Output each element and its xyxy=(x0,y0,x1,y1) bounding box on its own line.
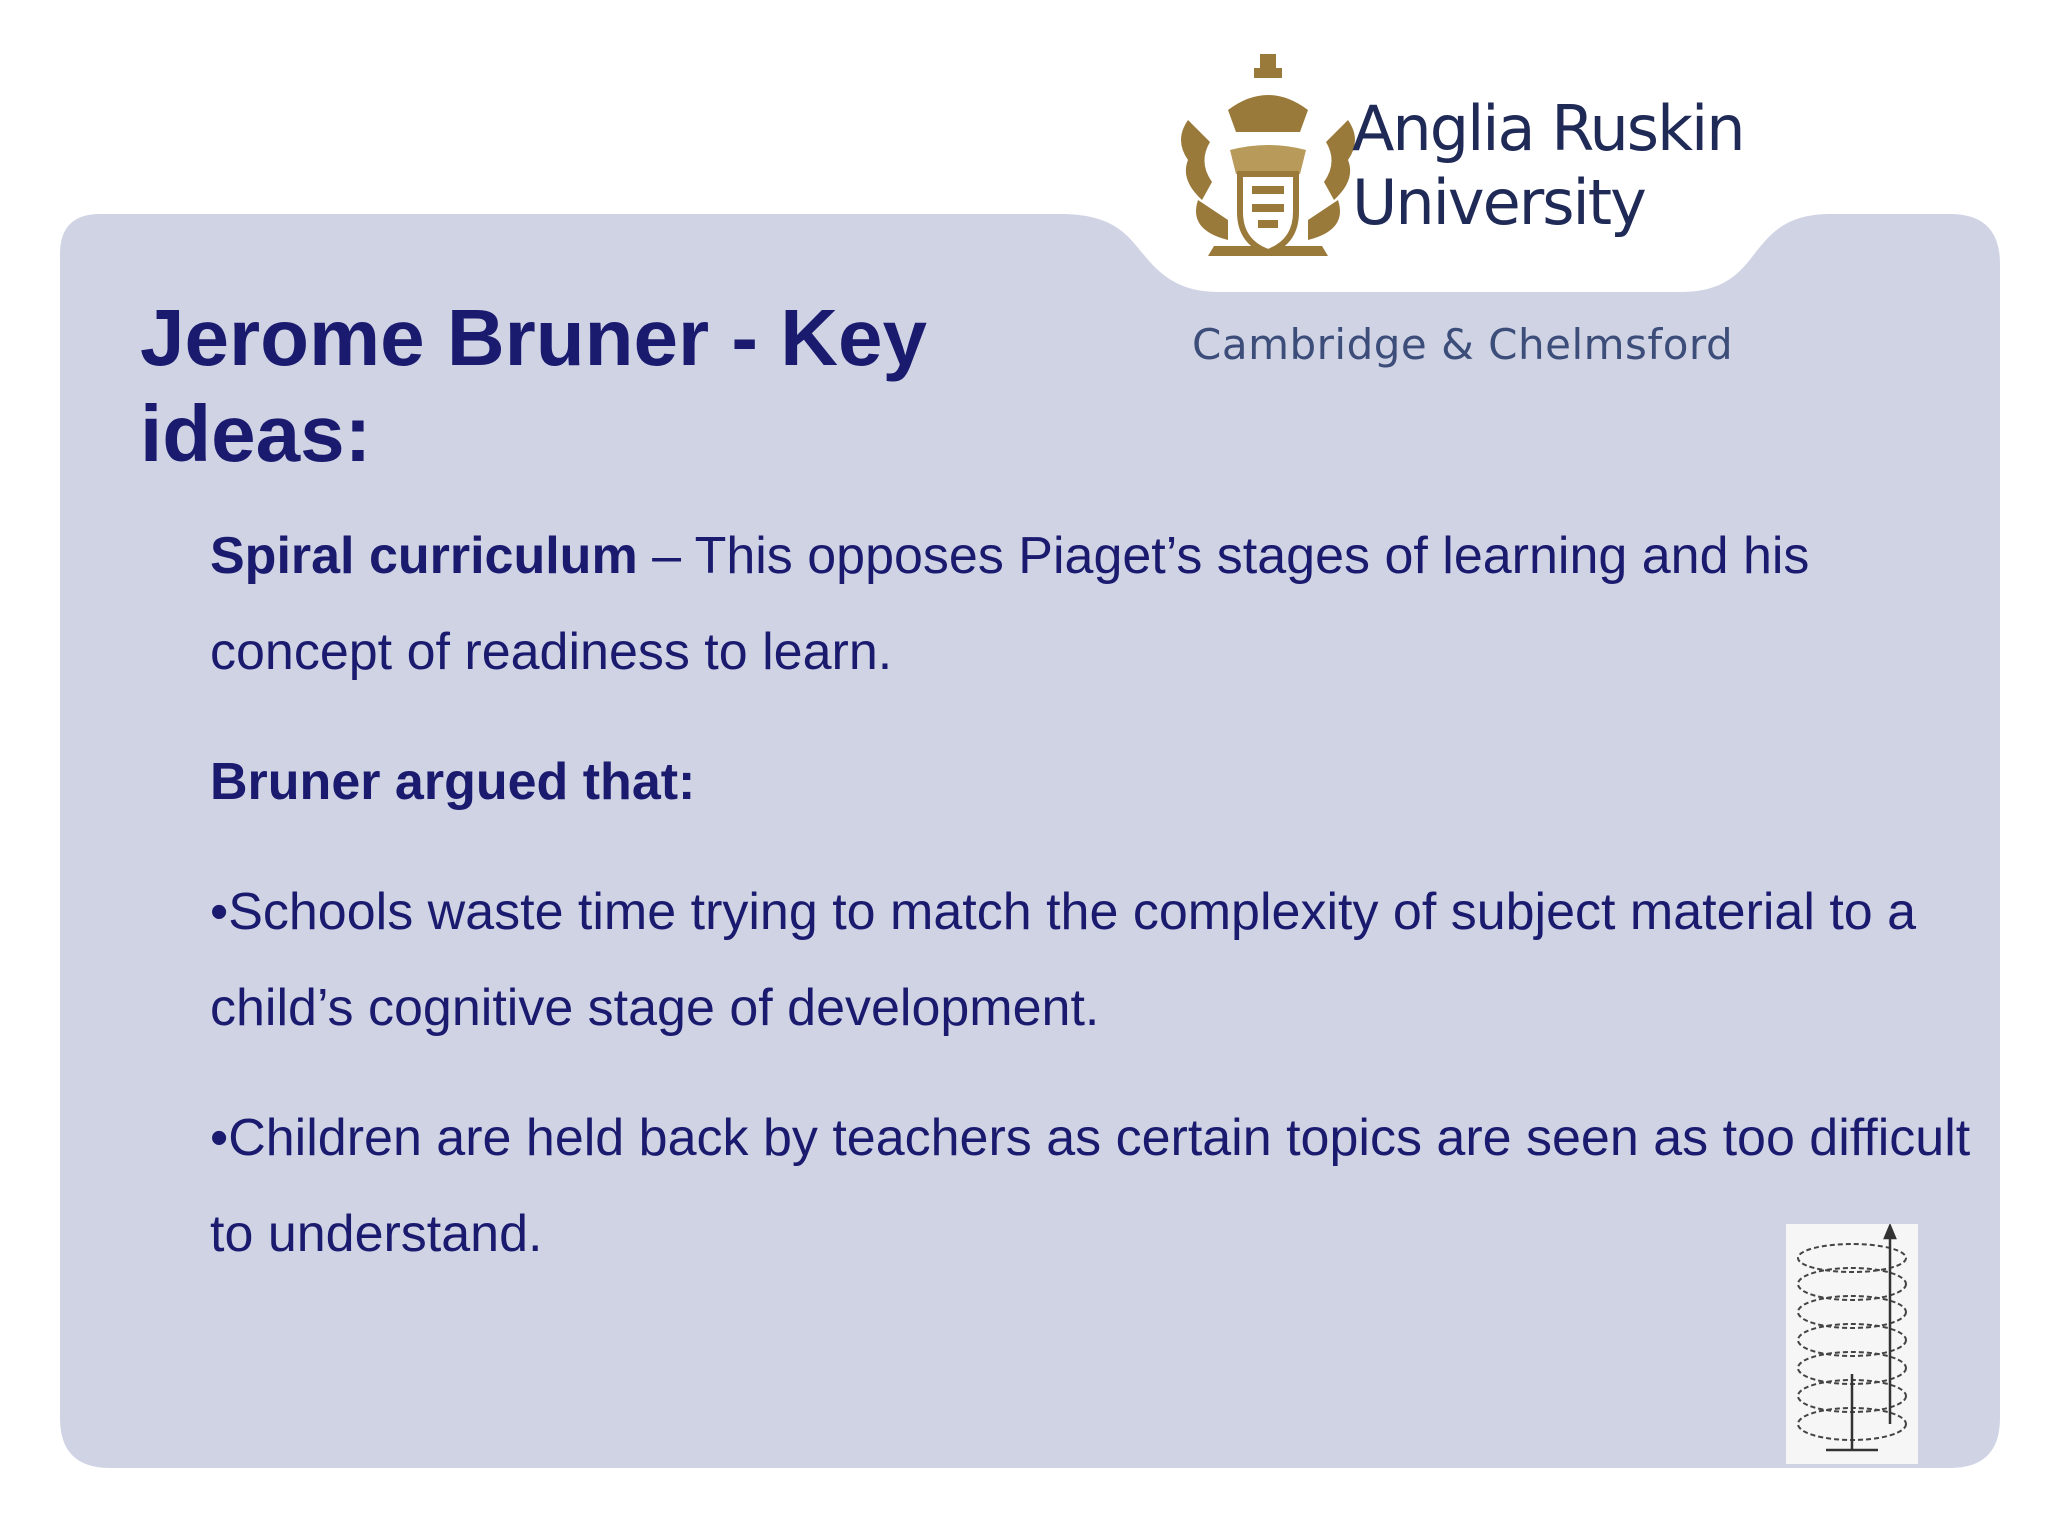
slide-title xyxy=(140,290,1040,482)
university-name xyxy=(1352,92,1744,240)
spiral-diagram-icon xyxy=(1786,1224,1918,1464)
university-crest-icon xyxy=(1168,50,1368,260)
university-name-line2: University xyxy=(1352,166,1645,239)
slide-body xyxy=(210,508,1990,1282)
spiral-curriculum-term: Spiral curriculum xyxy=(210,527,638,585)
spiral-curriculum-description: – This opposes Piaget’s stages of learning and his concept of readiness to learn. xyxy=(210,527,1810,681)
spiral-curriculum-paragraph xyxy=(210,508,1990,700)
campus-label: Cambridge & Chelmsford xyxy=(1192,320,1734,369)
bullet-item-children: •Children are held back by teachers as certain topics are seen as too difficult to understand. xyxy=(210,1109,1971,1263)
slide-title-line1: Jerome Bruner - Key xyxy=(140,293,927,382)
university-name-line1: Anglia Ruskin xyxy=(1352,92,1744,165)
slide-title-line2: ideas: xyxy=(140,389,372,478)
bullet-item-schools: •Schools waste time trying to match the complexity of subject material to a child’s cognitive stage of development. xyxy=(210,883,1917,1037)
argued-heading: Bruner argued that: xyxy=(210,753,696,811)
